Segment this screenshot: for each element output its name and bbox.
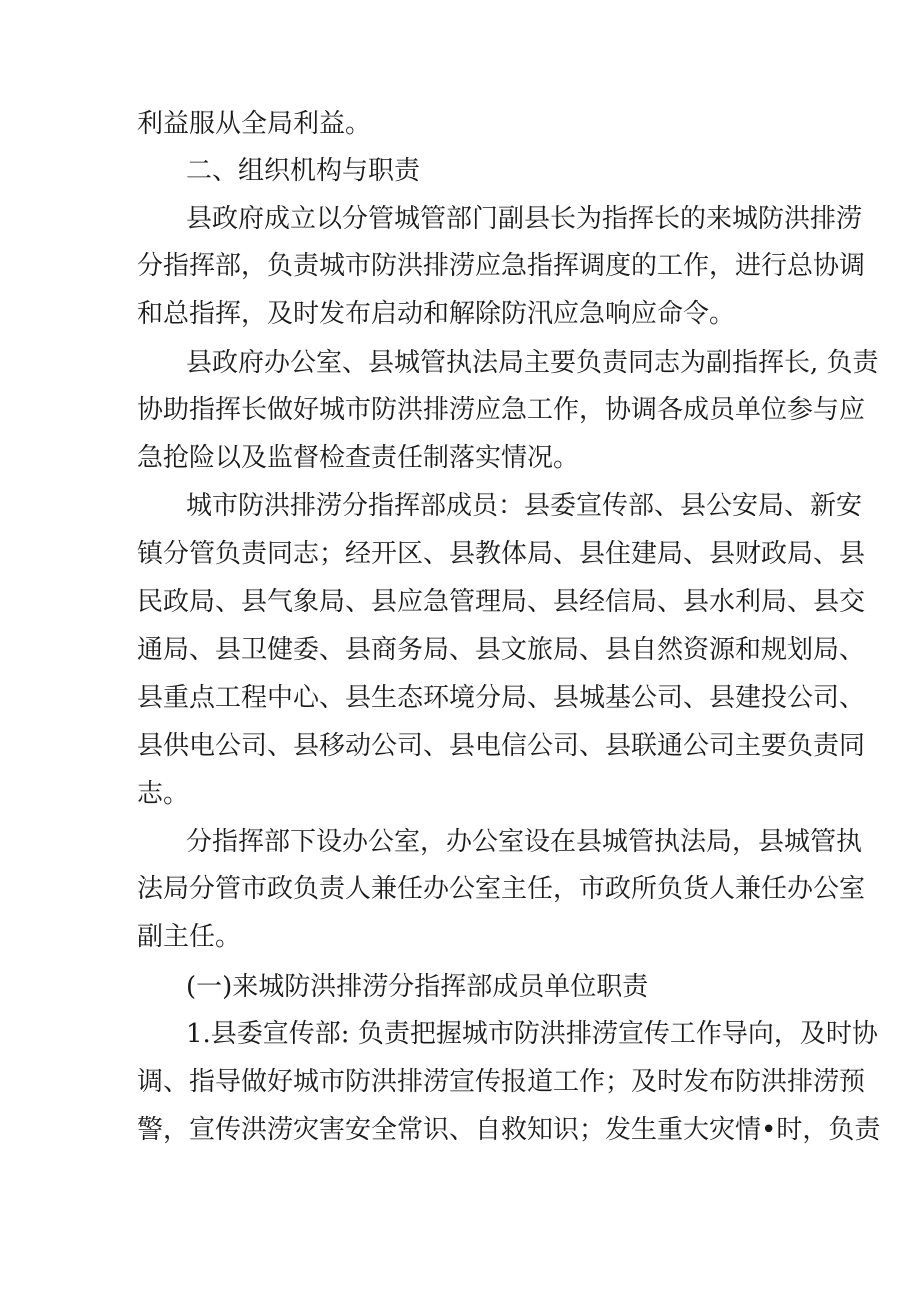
paragraph-line: 县供电公司、县移动公司、县电信公司、县联通公司主要负责同 bbox=[137, 731, 866, 761]
paragraph-line: 县重点工程中心、县生态环境分局、县城基公司、县建投公司、 bbox=[137, 683, 866, 713]
paragraph-line: 县政府成立以分管城管部门副县长为指挥长的来城防洪排涝 bbox=[186, 204, 863, 234]
paragraph-line: 和总指挥，及时发布启动和解除防汛应急响应命令。 bbox=[137, 299, 736, 329]
paragraph-line: 分指挥部，负责城市防洪排涝应急指挥调度的工作，进行总协调 bbox=[137, 251, 866, 281]
paragraph-line: 通局、县卫健委、县商务局、县文旅局、县自然资源和规划局、 bbox=[137, 635, 866, 665]
paragraph-line: 民政局、县气象局、县应急管理局、县经信局、县水利局、县交 bbox=[137, 587, 866, 617]
paragraph-line: 分指挥部下设办公室，办公室设在县城管执法局，县城管执 bbox=[186, 827, 863, 857]
paragraph-line: 法局分管市政负责人兼任办公室主任，市政所负货人兼任办公室 bbox=[137, 874, 866, 904]
paragraph-line: 城市防洪排涝分指挥部成员：县委宣传部、县公安局、新安 bbox=[186, 491, 863, 521]
paragraph-line: 急抢险以及监督检查责任制落实情况。 bbox=[137, 443, 580, 473]
paragraph-line: 副主任。 bbox=[137, 922, 242, 952]
paragraph-line: 县政府办公室、县城管执法局主要负责同志为副指挥长, 负责 bbox=[186, 348, 879, 378]
text-line: 利益服从全局利益。 bbox=[137, 109, 372, 139]
paragraph-line: 镇分管负责同志；经开区、县教体局、县住建局、县财政局、县 bbox=[137, 539, 866, 569]
subsection-heading: (一)来城防洪排涝分指挥部成员单位职责 bbox=[186, 972, 649, 1002]
paragraph-line: 1.县委宣传部: 负责把握城市防洪排涝宣传工作导向，及时协 bbox=[186, 1019, 878, 1049]
section-heading: 二、组织机构与职责 bbox=[186, 156, 421, 186]
paragraph-line: 警，宣传洪涝灾害安全常识、自救知识；发生重大灾情•时，负责 bbox=[137, 1115, 881, 1145]
paragraph-line: 志。 bbox=[137, 779, 190, 809]
paragraph-line: 协助指挥长做好城市防洪排涝应急工作，协调各成员单位参与应 bbox=[137, 395, 866, 425]
paragraph-line: 调、指导做好城市防洪排涝宣传报道工作；及时发布防洪排涝预 bbox=[137, 1067, 866, 1097]
